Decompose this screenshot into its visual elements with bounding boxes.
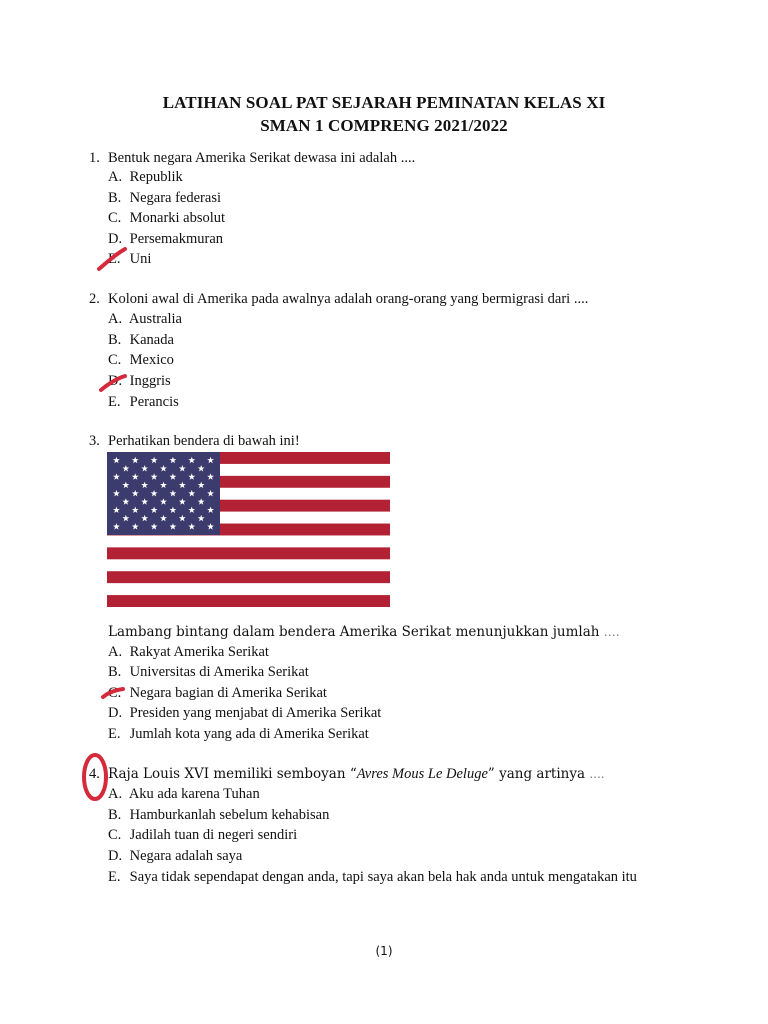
question-number: 3. bbox=[89, 433, 100, 449]
question-text: Raja Louis XVI memiliki semboyan “Avres Mous Le Deluge” yang artinya .... bbox=[108, 766, 605, 782]
question-number: 4. bbox=[89, 766, 100, 782]
option-d: D. Negara adalah saya bbox=[108, 848, 243, 864]
option-a: A. Republik bbox=[108, 169, 183, 185]
option-a: A. Aku ada karena Tuhan bbox=[108, 786, 260, 802]
us-flag-image bbox=[107, 452, 390, 607]
option-c: C. Jadilah tuan di negeri sendiri bbox=[108, 827, 298, 843]
option-e: E. Perancis bbox=[108, 394, 179, 410]
flag-stripe bbox=[107, 571, 390, 583]
question-number: 1. bbox=[89, 150, 100, 166]
option-b: B. Universitas di Amerika Serikat bbox=[108, 664, 309, 680]
option-b: B. Hamburkanlah sebelum kehabisan bbox=[108, 807, 330, 823]
flag-stripe bbox=[107, 559, 390, 571]
option-b: B. Kanada bbox=[108, 332, 174, 348]
option-a: A. Australia bbox=[108, 311, 182, 327]
option-d: D. Inggris bbox=[108, 373, 171, 389]
page-title-line1: LATIHAN SOAL PAT SEJARAH PEMINATAN KELAS XI bbox=[162, 93, 606, 112]
page-title-line2: SMAN 1 COMPRENG 2021/2022 bbox=[260, 116, 508, 135]
option-c: C. Mexico bbox=[108, 352, 174, 368]
flag-canton bbox=[107, 452, 220, 535]
option-c: C. Monarki absolut bbox=[108, 210, 226, 226]
option-e: E. Uni bbox=[108, 251, 152, 267]
option-a: A. Rakyat Amerika Serikat bbox=[108, 644, 269, 660]
option-e: E. Jumlah kota yang ada di Amerika Serikat bbox=[108, 726, 369, 742]
question-number: 2. bbox=[89, 291, 100, 307]
question-text: Bentuk negara Amerika Serikat dewasa ini adalah .... bbox=[108, 150, 416, 166]
flag-stripe bbox=[107, 595, 390, 607]
option-b: B. Negara federasi bbox=[108, 190, 221, 206]
option-d: D. Presiden yang menjabat di Amerika Serikat bbox=[108, 705, 382, 721]
flag-stripe bbox=[107, 535, 390, 547]
option-d: D. Persemakmuran bbox=[108, 231, 224, 247]
flag-stripe bbox=[107, 547, 390, 559]
question-prompt: Lambang bintang dalam bendera Amerika Serikat menunjukkan jumlah …. bbox=[108, 624, 620, 640]
question-text: Perhatikan bendera di bawah ini! bbox=[108, 433, 300, 449]
option-e: E. Saya tidak sependapat dengan anda, tapi saya akan bela hak anda untuk mengatakan itu bbox=[108, 869, 637, 885]
question-text: Koloni awal di Amerika pada awalnya adalah orang-orang yang bermigrasi dari .... bbox=[108, 291, 589, 307]
page-number: (1) bbox=[375, 944, 393, 958]
option-c: C. Negara bagian di Amerika Serikat bbox=[108, 685, 327, 701]
motto: Avres Mous Le Deluge bbox=[356, 766, 488, 782]
flag-stripe bbox=[107, 583, 390, 595]
